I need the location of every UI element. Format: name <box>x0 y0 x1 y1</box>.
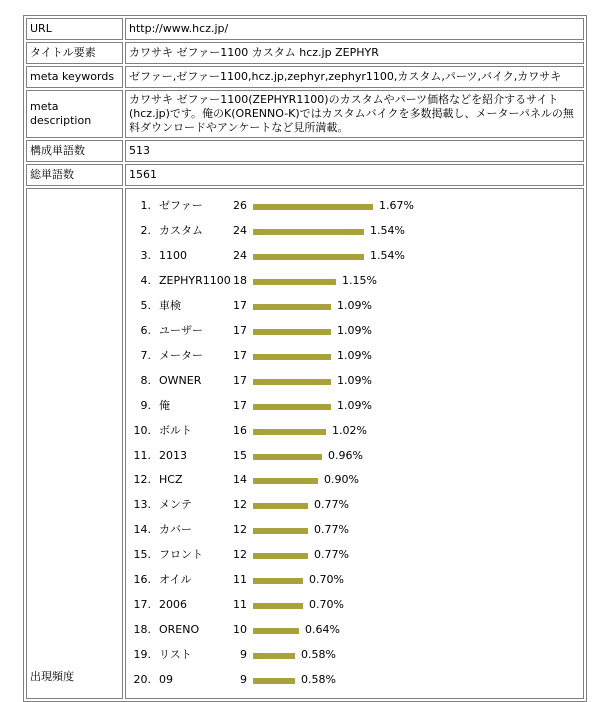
frequency-rank: 5. <box>140 298 151 312</box>
frequency-bar <box>253 279 336 285</box>
frequency-bar <box>253 404 331 410</box>
unique-words-value: 513 <box>125 140 584 162</box>
frequency-bar <box>253 628 299 634</box>
frequency-word: HCZ <box>159 473 183 487</box>
frequency-word: カスタム <box>159 223 203 237</box>
frequency-percent: 1.54% <box>370 248 405 262</box>
frequency-rank: 19. <box>133 648 151 662</box>
frequency-item <box>129 399 580 413</box>
frequency-word: リスト <box>159 648 192 662</box>
frequency-label: 出現頻度 <box>26 188 123 699</box>
frequency-bar <box>253 254 364 260</box>
frequency-count: 16 <box>233 423 247 437</box>
keywords-value: ゼファー,ゼファー1100,hcz.jp,zephyr,zephyr1100,カスタム,パーツ,バイク,カワサキ <box>125 66 584 88</box>
frequency-word: 1100 <box>159 248 187 262</box>
frequency-rank: 3. <box>140 248 151 262</box>
frequency-word: OWNER <box>159 373 202 387</box>
frequency-word: 2013 <box>159 448 187 462</box>
frequency-count: 26 <box>233 199 247 212</box>
frequency-item <box>129 598 580 612</box>
frequency-percent: 1.54% <box>370 223 405 237</box>
frequency-rank: 16. <box>133 573 151 587</box>
keywords-label: meta keywords <box>26 66 123 88</box>
frequency-bar <box>253 578 303 584</box>
frequency-word: ボルト <box>159 423 192 437</box>
frequency-rank: 9. <box>140 398 151 412</box>
keywords-row <box>26 66 584 88</box>
frequency-bar <box>253 528 308 534</box>
title-label: タイトル要素 <box>26 42 123 64</box>
frequency-percent: 0.77% <box>314 548 349 562</box>
frequency-item <box>129 673 580 687</box>
frequency-rank: 1. <box>140 199 151 212</box>
description-label: meta description <box>26 90 123 138</box>
description-value: カワサキ ゼファー1100(ZEPHYR1100)のカスタムやパーツ価格などを紹介するサイト(hcz.jp)です。俺のK(ORENNO-K)ではカスタムバイクを多数掲載し、メーターパネルの無料ダウンロードやアンケートなど見所満載。 <box>125 90 584 138</box>
frequency-bar <box>253 678 295 684</box>
total-words-label: 総単語数 <box>26 164 123 186</box>
frequency-rank: 13. <box>133 498 151 512</box>
frequency-count: 24 <box>233 248 247 262</box>
frequency-percent: 0.77% <box>314 498 349 512</box>
frequency-item <box>129 424 580 438</box>
frequency-word: 車検 <box>159 298 181 312</box>
frequency-percent: 0.58% <box>301 673 336 687</box>
unique-words-label: 構成単語数 <box>26 140 123 162</box>
frequency-item <box>129 199 580 213</box>
frequency-count: 17 <box>233 398 247 412</box>
frequency-rank: 15. <box>133 548 151 562</box>
frequency-item <box>129 274 580 288</box>
frequency-percent: 0.58% <box>301 648 336 662</box>
frequency-percent: 1.09% <box>337 348 372 362</box>
frequency-item <box>129 374 580 388</box>
frequency-bar <box>253 553 308 559</box>
frequency-percent: 0.96% <box>328 448 363 462</box>
frequency-percent: 1.09% <box>337 298 372 312</box>
frequency-count: 24 <box>233 223 247 237</box>
url-row <box>26 18 584 40</box>
frequency-rank: 18. <box>133 623 151 637</box>
frequency-percent: 0.70% <box>309 598 344 612</box>
info-table <box>24 16 586 701</box>
frequency-word: 2006 <box>159 598 187 612</box>
frequency-percent: 1.67% <box>379 199 414 212</box>
frequency-word: ORENO <box>159 623 200 637</box>
frequency-bar <box>253 478 318 484</box>
frequency-bar <box>253 354 331 360</box>
frequency-item <box>129 648 580 662</box>
frequency-percent: 0.77% <box>314 523 349 537</box>
frequency-count: 12 <box>233 498 247 512</box>
frequency-count: 11 <box>233 598 247 612</box>
frequency-word: オイル <box>159 573 192 587</box>
frequency-count: 11 <box>233 573 247 587</box>
frequency-word: 09 <box>159 673 173 687</box>
frequency-count: 10 <box>233 623 247 637</box>
seo-info-table <box>23 15 587 702</box>
frequency-word: カバー <box>159 523 192 537</box>
frequency-word: 俺 <box>159 398 170 412</box>
frequency-list <box>129 191 580 696</box>
frequency-bar <box>253 603 303 609</box>
frequency-count: 12 <box>233 523 247 537</box>
frequency-percent: 1.09% <box>337 398 372 412</box>
frequency-bar <box>253 503 308 509</box>
frequency-percent: 1.02% <box>332 423 367 437</box>
frequency-count: 17 <box>233 348 247 362</box>
frequency-rank: 14. <box>133 523 151 537</box>
frequency-rank: 2. <box>140 223 151 237</box>
frequency-count: 17 <box>233 298 247 312</box>
frequency-percent: 0.90% <box>324 473 359 487</box>
frequency-word: フロント <box>159 548 203 562</box>
frequency-bar <box>253 653 295 659</box>
frequency-item <box>129 349 580 363</box>
frequency-percent: 1.09% <box>337 323 372 337</box>
frequency-count: 18 <box>233 273 247 287</box>
frequency-item <box>129 324 580 338</box>
frequency-count: 12 <box>233 548 247 562</box>
frequency-row <box>26 188 584 699</box>
frequency-rank: 12. <box>133 473 151 487</box>
frequency-bar <box>253 429 326 435</box>
frequency-count: 15 <box>233 448 247 462</box>
frequency-bar <box>253 304 331 310</box>
frequency-rank: 20. <box>133 673 151 687</box>
frequency-word: ZEPHYR1100 <box>159 273 231 287</box>
frequency-bar <box>253 379 331 385</box>
title-value: カワサキ ゼファー1100 カスタム hcz.jp ZEPHYR <box>125 42 584 64</box>
frequency-item <box>129 548 580 562</box>
frequency-word: ユーザー <box>159 323 203 337</box>
frequency-bar <box>253 229 364 235</box>
frequency-bar <box>253 204 373 210</box>
frequency-item <box>129 224 580 238</box>
frequency-rank: 7. <box>140 348 151 362</box>
frequency-item <box>129 573 580 587</box>
frequency-count: 14 <box>233 473 247 487</box>
unique-words-row <box>26 140 584 162</box>
frequency-item <box>129 523 580 537</box>
frequency-item <box>129 623 580 637</box>
frequency-count: 9 <box>240 673 247 687</box>
frequency-percent: 1.15% <box>342 273 377 287</box>
frequency-rank: 8. <box>140 373 151 387</box>
frequency-item <box>129 299 580 313</box>
frequency-word: ゼファー <box>159 199 203 212</box>
frequency-count: 17 <box>233 323 247 337</box>
frequency-bar <box>253 329 331 335</box>
frequency-rank: 17. <box>133 598 151 612</box>
frequency-word: メンテ <box>159 498 192 512</box>
url-label: URL <box>26 18 123 40</box>
frequency-rank: 10. <box>133 423 151 437</box>
frequency-percent: 1.09% <box>337 373 372 387</box>
frequency-percent: 0.64% <box>305 623 340 637</box>
total-words-value: 1561 <box>125 164 584 186</box>
frequency-item <box>129 498 580 512</box>
frequency-count: 17 <box>233 373 247 387</box>
frequency-item <box>129 449 580 463</box>
frequency-percent: 0.70% <box>309 573 344 587</box>
url-value: http://www.hcz.jp/ <box>125 18 584 40</box>
title-row <box>26 42 584 64</box>
frequency-rank: 11. <box>133 448 151 462</box>
frequency-item <box>129 473 580 487</box>
frequency-word: メーター <box>159 348 203 362</box>
frequency-rank: 6. <box>140 323 151 337</box>
frequency-bar <box>253 454 322 460</box>
frequency-cell <box>125 188 584 699</box>
description-row <box>26 90 584 138</box>
total-words-row <box>26 164 584 186</box>
frequency-count: 9 <box>240 648 247 662</box>
frequency-item <box>129 249 580 263</box>
frequency-rank: 4. <box>140 273 151 287</box>
